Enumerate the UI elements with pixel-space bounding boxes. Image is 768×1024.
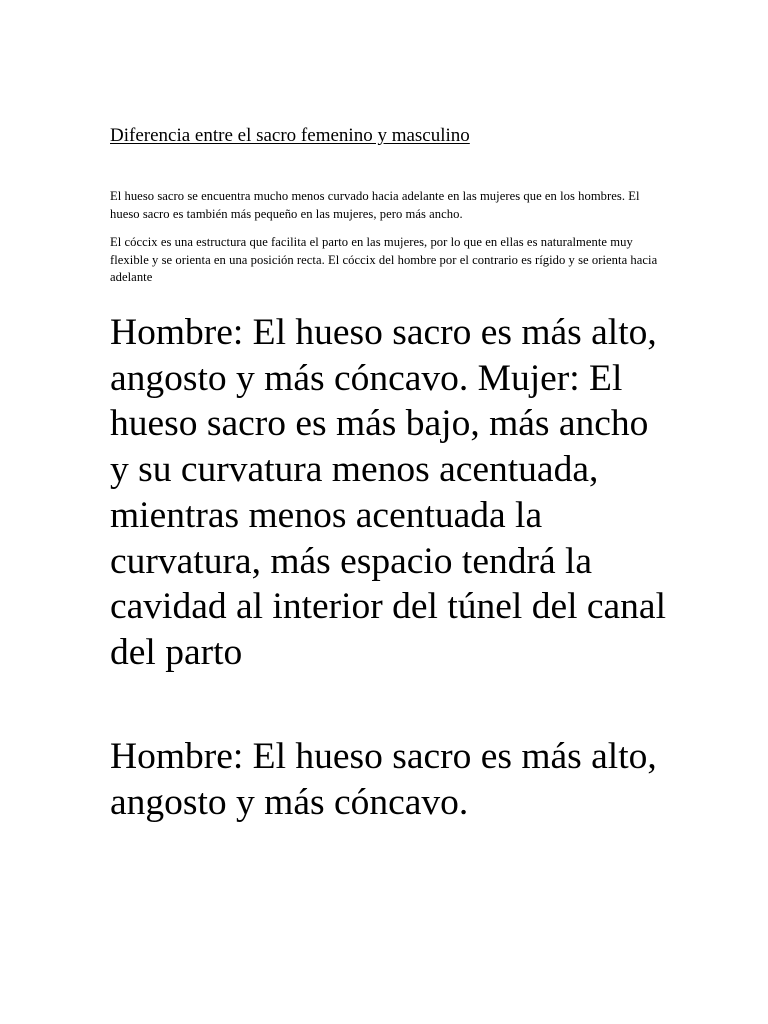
- document-title: Diferencia entre el sacro femenino y masculino: [110, 125, 470, 146]
- large-text-block-hombre: Hombre: El hueso sacro es más alto, angosto y más cóncavo.: [110, 736, 657, 823]
- large-text-block-comparison: Hombre: El hueso sacro es más alto, angosto y más cóncavo. Mujer: El hueso sacro es más bajo, más ancho y su curvatura menos acentuada, mientras menos acentuada la curvatura, más espacio tendrá la cavidad al interior del túnel del canal del parto: [110, 312, 666, 673]
- paragraph-sacro: El hueso sacro se encuentra mucho menos curvado hacia adelante en las mujeres que en los hombres. El hueso sacro es también más pequeño en las mujeres, pero más ancho.: [110, 189, 640, 221]
- paragraph-coccix: El cóccix es una estructura que facilita el parto en las mujeres, por lo que en ellas es naturalmente muy flexible y se orienta en una posición recta. El cóccix del hombre por el contrario es rígido y se orienta hacia adelante: [110, 235, 658, 284]
